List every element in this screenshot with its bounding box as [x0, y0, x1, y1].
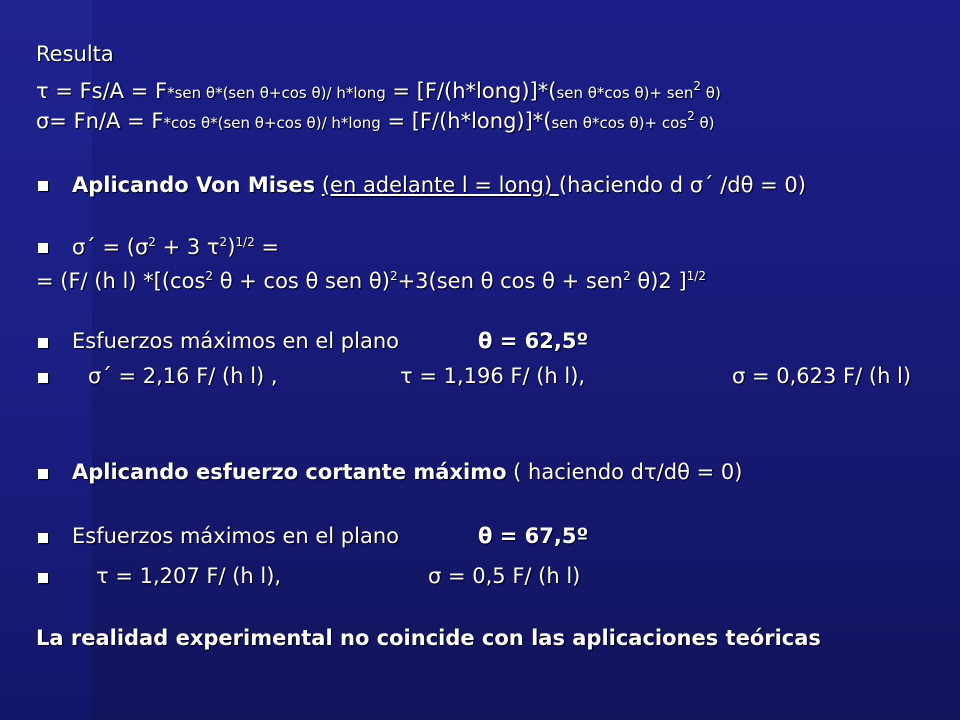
result-2-normal-stress: σ = 0,5 F/ (h l): [428, 564, 581, 588]
expansion-exp-3: 2: [623, 269, 631, 283]
sigma-formula: [36, 109, 715, 133]
max-plane-angle-2: θ = 67,5º: [478, 524, 589, 548]
equivalent-exp-3: 1/2: [235, 235, 255, 249]
expansion-line: [36, 269, 706, 293]
result-1-normal-stress: σ = 0,623 F/ (h l): [732, 364, 912, 388]
max-shear-line: [72, 460, 742, 484]
equivalent-exp-2: 2: [219, 235, 228, 249]
equivalent-part-e: ): [227, 235, 236, 259]
expansion-part-e: +3(sen θ cos θ + sen: [397, 269, 624, 293]
expansion-part-a: = (F/ (h l) *[(cos: [36, 269, 206, 293]
bullet-icon: [38, 181, 48, 191]
max-plane-label-1: Esfuerzos máximos en el plano: [72, 329, 399, 353]
expansion-exp-4: 1/2: [686, 269, 706, 283]
expansion-part-g: θ)2 ]: [630, 269, 687, 293]
tau-formula-part-a: τ = Fs/A = F: [36, 79, 168, 103]
equivalent-part-a: σ´ = (σ: [72, 235, 149, 259]
bullet-icon: [38, 243, 48, 253]
tau-formula-part-b: *sen θ*(sen θ+cos θ)/ h*long: [167, 84, 386, 102]
bullet-icon: [38, 373, 48, 383]
tau-formula-part-c: = [F/(h*long)]*(: [385, 79, 557, 103]
max-plane-angle-1: θ = 62,5º: [478, 329, 589, 353]
tau-formula-part-f: θ): [701, 84, 721, 102]
von-mises-line: [72, 173, 806, 197]
max-plane-label-2: Esfuerzos máximos en el plano: [72, 524, 399, 548]
sigma-formula-part-b: *cos θ*(sen θ+cos θ)/ h*long: [163, 114, 381, 132]
von-mises-condition: (haciendo d σ´ /dθ = 0): [558, 173, 806, 197]
expansion-part-c: θ + cos θ sen θ): [213, 269, 390, 293]
bullet-icon: [38, 573, 48, 583]
bullet-icon: [38, 469, 48, 479]
heading: Resulta: [36, 42, 114, 66]
tau-formula-part-d: sen θ*cos θ)+ sen: [556, 84, 694, 102]
sigma-formula-exponent: 2: [687, 109, 695, 123]
equivalent-part-c: + 3 τ: [155, 235, 220, 259]
expansion-exp-2: 2: [389, 269, 398, 283]
result-1-equivalent-stress: σ´ = 2,16 F/ (h l) ,: [88, 364, 278, 388]
equivalent-stress-line: [72, 235, 279, 259]
tau-formula-exponent: 2: [693, 79, 701, 93]
max-shear-condition: ( haciendo dτ/dθ = 0): [506, 460, 743, 484]
von-mises-note: (en adelante l = long): [321, 173, 559, 197]
sigma-formula-part-c: = [F/(h*long)]*(: [380, 109, 552, 133]
tau-formula: [36, 79, 721, 103]
sigma-formula-part-d: sen θ*cos θ)+ cos: [551, 114, 688, 132]
bullet-icon: [38, 338, 48, 348]
max-shear-title: Aplicando esfuerzo cortante máximo: [72, 460, 507, 484]
result-1-shear-stress: τ = 1,196 F/ (h l),: [400, 364, 586, 388]
conclusion: La realidad experimental no coincide con las aplicaciones teóricas: [36, 626, 821, 650]
result-2-shear-stress: τ = 1,207 F/ (h l),: [96, 564, 282, 588]
von-mises-title: Aplicando Von Mises: [72, 173, 316, 197]
sigma-formula-part-a: σ= Fn/A = F: [36, 109, 164, 133]
sigma-formula-part-f: θ): [694, 114, 715, 132]
bullet-icon: [38, 533, 48, 543]
equivalent-part-g: =: [254, 235, 279, 259]
equivalent-exp-1: 2: [148, 235, 156, 249]
expansion-exp-1: 2: [205, 269, 214, 283]
